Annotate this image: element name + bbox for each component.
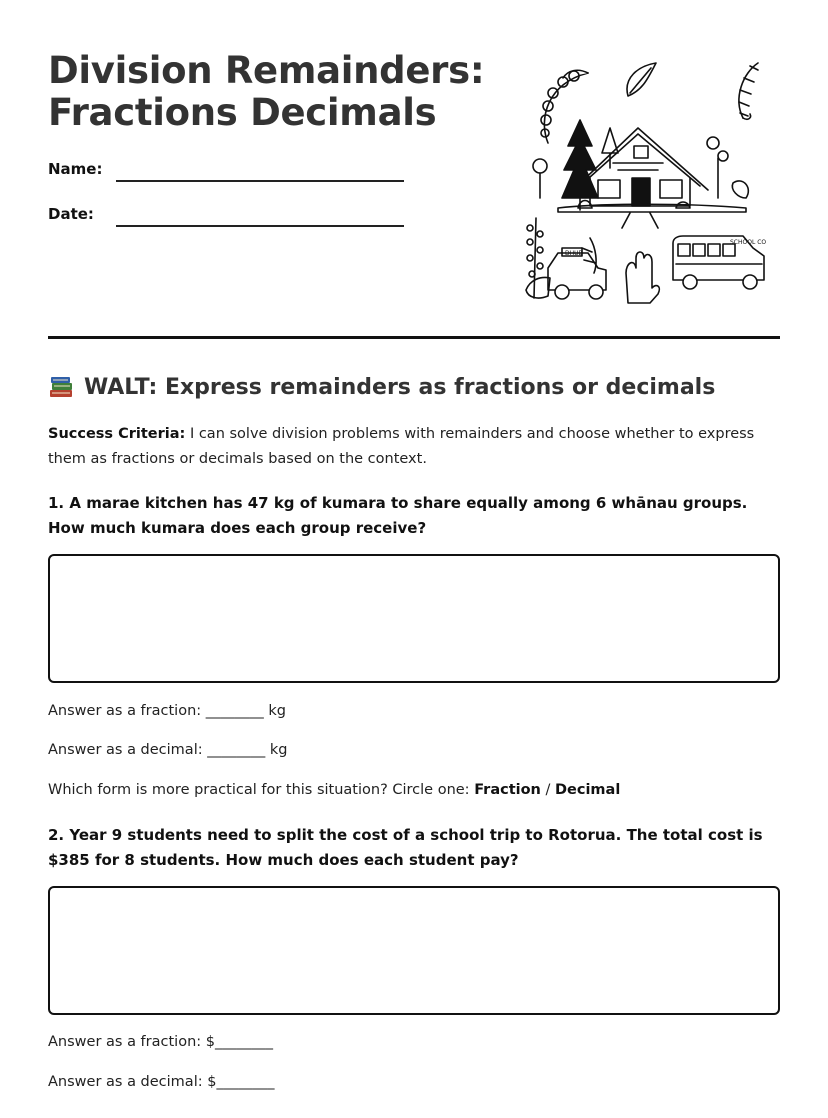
worksheet-title	[48, 50, 484, 134]
fern-curl-icon	[739, 63, 758, 119]
walt-text: WALT: Express remainders as fractions or decimals	[84, 374, 716, 400]
leaf-icon	[627, 63, 656, 96]
books-icon	[48, 374, 74, 400]
name-label: Name:	[48, 160, 103, 178]
question-2: 2. Year 9 students need to split the cost of a school trip to Rotorua. The total cost is $385 for 8 students. How much does each student pay?	[48, 826, 763, 869]
date-label: Date:	[48, 205, 94, 223]
bus-sign: SCHOOL CO	[730, 239, 767, 246]
walt-heading	[48, 374, 715, 400]
question-1: 1. A marae kitchen has 47 kg of kumara to share equally among 6 whānau groups. How much kumara does each group receive?	[48, 494, 748, 537]
title-line-1: Division Remainders:	[48, 49, 485, 92]
q1-fraction-answer[interactable]: Answer as a fraction: ________ kg	[48, 703, 286, 719]
q2-fraction-answer[interactable]: Answer as a fraction: $________	[48, 1034, 273, 1050]
q1-practical-prefix: Which form is more practical for this situation? Circle one:	[48, 782, 475, 798]
q1-option-slash: /	[540, 782, 555, 798]
hand-icon	[626, 252, 659, 303]
car-sign: DHUB	[565, 250, 583, 257]
q1-working-box[interactable]	[48, 554, 780, 683]
success-criteria	[48, 422, 780, 472]
date-field[interactable]	[116, 225, 404, 227]
criteria-text: I can solve division problems with remainders and choose whether to express them as fractions or decimals based on the context.	[48, 426, 755, 467]
q2-working-box[interactable]	[48, 886, 780, 1015]
header-divider	[48, 336, 780, 339]
tree-icon	[562, 120, 618, 210]
title-line-2: Fractions Decimals	[48, 91, 437, 134]
marae-illustration	[518, 58, 774, 308]
q1-practical-choice	[48, 782, 620, 798]
q1-option-decimal[interactable]: Decimal	[555, 782, 621, 798]
bus-icon	[673, 236, 766, 289]
criteria-label: Success Criteria:	[48, 426, 186, 442]
q1-decimal-answer[interactable]: Answer as a decimal: ________ kg	[48, 742, 288, 758]
q2-decimal-answer[interactable]: Answer as a decimal: $________	[48, 1074, 275, 1090]
q1-option-fraction[interactable]: Fraction	[474, 782, 541, 798]
name-field[interactable]	[116, 180, 404, 182]
